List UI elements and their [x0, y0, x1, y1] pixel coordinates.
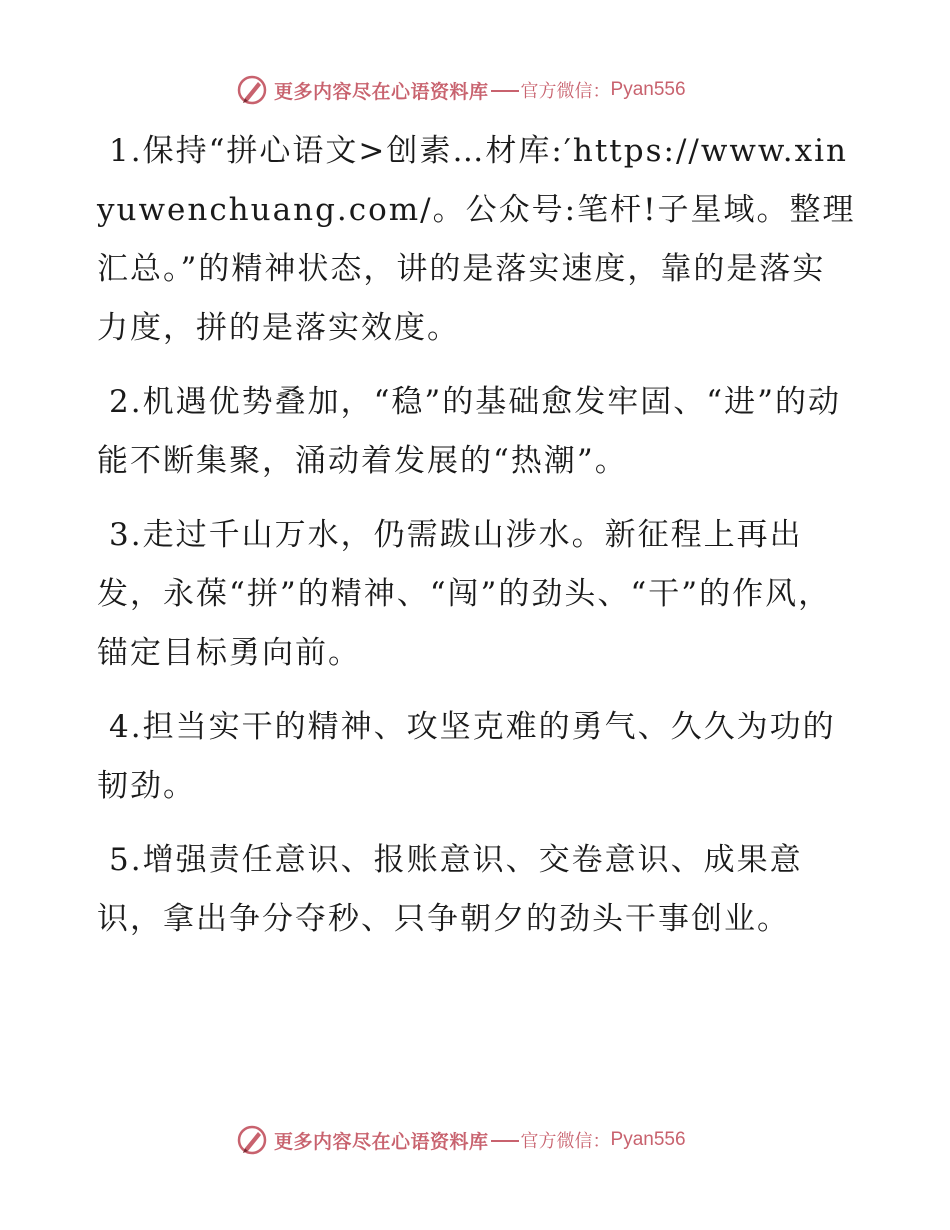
header-wechat-label: 官方微信：	[520, 81, 611, 102]
paragraph-5: 5.增强责任意识、报账意识、交卷意识、成果意识，拿出争分夺秒、只争朝夕的劲头干事创业。	[97, 842, 803, 937]
header-site-text: 更多内容尽在心语资料库	[274, 80, 489, 103]
header-dash	[491, 90, 519, 92]
footer-wechat-id: Pyan556	[610, 1129, 686, 1150]
paragraph-2: 2.机遇优势叠加，“稳”的基础愈发牢固、“进”的动能不断集聚，涌动着发展的“热潮”。	[97, 384, 841, 479]
header-wechat-id: Pyan556	[610, 79, 686, 100]
pen-logo-icon	[236, 1124, 268, 1156]
footer-wechat-label: 官方微信：	[520, 1131, 611, 1152]
paragraph-1: 1.保持“拼心语文>创素…材库:′https://www.xinyuwenchuang.com/。公众号:笔杆!子星域。整理汇总。”的精神状态，讲的是落实速度，靠的是落实力度，拼的是落实效度。	[97, 133, 856, 346]
header-banner	[236, 72, 686, 108]
paragraph-3: 3.走过千山万水，仍需跋山涉水。新征程上再出发，永葆“拼”的精神、“闯”的劲头、“干”的作风，锚定目标勇向前。	[97, 517, 832, 671]
footer-dash	[491, 1140, 519, 1142]
pen-logo-icon	[236, 74, 268, 106]
document-body	[97, 122, 857, 964]
footer-banner	[236, 1122, 686, 1158]
paragraph-4: 4.担当实干的精神、攻坚克难的勇气、久久为功的韧劲。	[97, 709, 836, 804]
footer-site-text: 更多内容尽在心语资料库	[274, 1130, 489, 1153]
